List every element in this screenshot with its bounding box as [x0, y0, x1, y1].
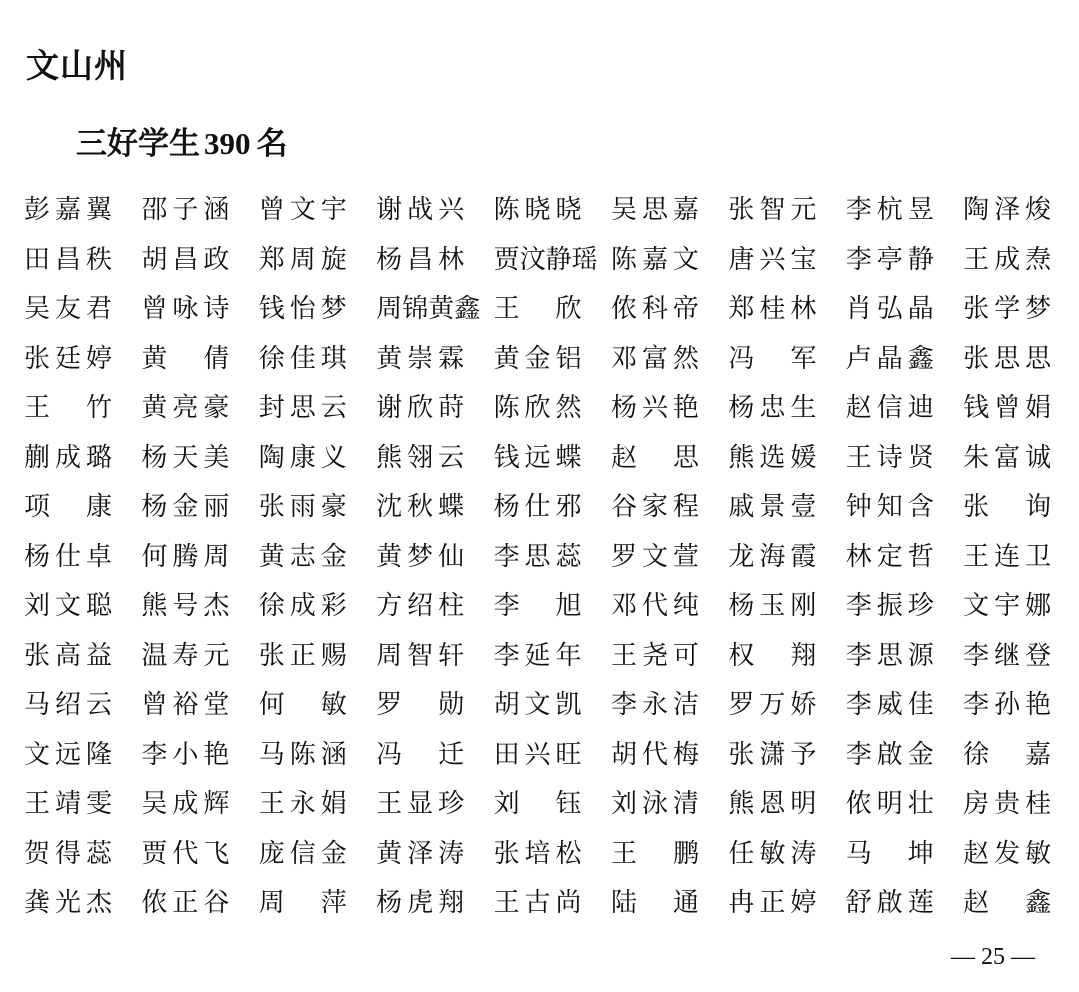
name-entry: 肖 弘 晶 — [845, 294, 934, 324]
name-entry: 项 康 — [24, 492, 112, 522]
name-entry: 黄 亮 豪 — [141, 393, 230, 423]
name-entry: 张 学 梦 — [963, 294, 1052, 324]
name-entry: 舒 啟 莲 — [845, 888, 934, 918]
name-entry: 张 智 元 — [728, 195, 817, 225]
name-entry: 张 潇 予 — [728, 739, 817, 770]
name-entry: 杨 忠 生 — [728, 393, 817, 423]
name-entry: 徐 佳 琪 — [258, 343, 347, 374]
section-label: 三好学生 — [76, 126, 200, 162]
name-entry: 张 询 — [963, 492, 1052, 522]
page-number: — 25 — — [951, 944, 1035, 970]
name-entry: 罗 万 娇 — [728, 690, 817, 720]
name-entry: 侬 明 壮 — [845, 789, 934, 819]
name-entry: 徐 成 彩 — [258, 591, 347, 621]
name-entry: 陶 康 义 — [258, 442, 347, 473]
name-entry: 钱 怡 梦 — [258, 294, 347, 324]
name-entry: 李 威 佳 — [845, 690, 934, 720]
name-grid — [24, 186, 1056, 929]
name-entry: 房 贵 桂 — [963, 789, 1052, 819]
name-entry: 蒯 成 璐 — [24, 442, 112, 473]
name-entry: 张 培 松 — [493, 838, 582, 869]
name-entry: 王 显 珍 — [376, 789, 465, 819]
name-entry: 冯 迁 — [376, 739, 465, 770]
name-entry: 温 寿 元 — [141, 640, 230, 671]
name-entry: 王 竹 — [24, 393, 112, 423]
name-entry: 杨 玉 刚 — [728, 591, 817, 621]
name-entry: 庞 信 金 — [258, 838, 347, 869]
name-entry: 任 敏 涛 — [728, 838, 817, 869]
name-entry: 周 锦 黄 鑫 — [376, 294, 481, 324]
name-entry: 胡 代 梅 — [610, 739, 699, 770]
name-entry: 方 绍 柱 — [376, 591, 465, 621]
name-entry: 何 敏 — [258, 690, 347, 720]
name-entry: 罗 文 萱 — [610, 541, 699, 572]
name-entry: 贾 汶 静 瑶 — [493, 244, 598, 275]
name-entry: 钱 曾 娟 — [963, 393, 1052, 423]
name-entry: 吴 成 辉 — [141, 789, 230, 819]
name-entry: 王 永 娟 — [258, 789, 347, 819]
name-entry: 李 杭 昱 — [845, 195, 934, 225]
name-entry: 卢 晶 鑫 — [845, 343, 934, 374]
name-entry: 沈 秋 蝶 — [376, 492, 465, 522]
name-entry: 郑 周 旋 — [258, 244, 347, 275]
name-entry: 赵 鑫 — [963, 888, 1052, 918]
name-entry: 熊 号 杰 — [141, 591, 230, 621]
name-entry: 刘 泳 清 — [610, 789, 699, 819]
name-entry: 黄 崇 霖 — [376, 343, 465, 374]
name-entry: 曾 裕 堂 — [141, 690, 230, 720]
name-entry: 马 绍 云 — [24, 690, 112, 720]
name-entry: 彭 嘉 翼 — [24, 195, 112, 225]
name-entry: 罗 勋 — [376, 690, 465, 720]
name-entry: 李 振 珍 — [845, 591, 934, 621]
name-entry: 唐 兴 宝 — [728, 244, 817, 275]
name-entry: 刘 钰 — [493, 789, 582, 819]
name-entry: 杨 兴 艳 — [610, 393, 699, 423]
name-entry: 黄 金 铝 — [493, 343, 582, 374]
name-entry: 赵 发 敏 — [963, 838, 1052, 869]
name-entry: 吴 思 嘉 — [610, 195, 699, 225]
name-entry: 赵 信 迪 — [845, 393, 934, 423]
name-entry: 王 尧 可 — [610, 640, 699, 671]
name-entry: 龚 光 杰 — [24, 888, 112, 918]
name-entry: 王 成 焘 — [963, 244, 1052, 275]
name-entry: 何 腾 周 — [141, 541, 230, 572]
name-entry: 文 远 隆 — [24, 739, 112, 770]
name-entry: 钟 知 含 — [845, 492, 934, 522]
name-entry: 胡 昌 政 — [141, 244, 230, 275]
name-entry: 王 鹏 — [610, 838, 699, 869]
name-entry: 李 旭 — [493, 591, 582, 621]
name-entry: 权 翔 — [728, 640, 817, 671]
name-entry: 杨 仕 卓 — [24, 541, 112, 572]
name-entry: 贺 得 蕊 — [24, 838, 112, 869]
name-entry: 李 孙 艳 — [963, 690, 1052, 720]
name-entry: 王 连 卫 — [963, 541, 1052, 572]
name-entry: 田 昌 秩 — [24, 244, 112, 275]
name-entry: 张 高 益 — [24, 640, 112, 671]
name-entry: 马 坤 — [845, 838, 934, 869]
name-entry: 王 靖 雯 — [24, 789, 112, 819]
name-entry: 李 延 年 — [493, 640, 582, 671]
name-entry: 张 思 思 — [963, 343, 1052, 374]
name-entry: 胡 文 凯 — [493, 690, 582, 720]
name-entry: 李 啟 金 — [845, 739, 934, 770]
name-entry: 杨 虎 翔 — [376, 888, 465, 918]
name-entry: 李 思 蕊 — [493, 541, 582, 572]
page-heading: 文山州 — [26, 46, 128, 85]
name-entry: 李 永 洁 — [610, 690, 699, 720]
name-entry: 杨 金 丽 — [141, 492, 230, 522]
name-entry: 田 兴 旺 — [493, 739, 582, 770]
name-entry: 吴 友 君 — [24, 294, 112, 324]
name-entry: 王 欣 — [493, 294, 582, 324]
name-entry: 谢 欣 莳 — [376, 393, 465, 423]
name-entry: 黄 志 金 — [258, 541, 347, 572]
name-entry: 陈 晓 晓 — [493, 195, 582, 225]
name-entry: 戚 景 壹 — [728, 492, 817, 522]
name-entry: 张 雨 豪 — [258, 492, 347, 522]
name-entry: 曾 咏 诗 — [141, 294, 230, 324]
name-entry: 侬 科 帝 — [610, 294, 699, 324]
name-entry: 龙 海 霞 — [728, 541, 817, 572]
name-entry: 李 亭 静 — [845, 244, 934, 275]
name-entry: 周 智 轩 — [376, 640, 465, 671]
name-entry: 谷 家 程 — [610, 492, 699, 522]
name-entry: 贾 代 飞 — [141, 838, 230, 869]
name-entry: 陶 泽 焌 — [963, 195, 1052, 225]
section-heading — [76, 122, 288, 166]
name-entry: 邵 子 涵 — [141, 195, 230, 225]
name-entry: 张 廷 婷 — [24, 343, 112, 374]
name-entry: 冯 军 — [728, 343, 817, 374]
name-entry: 李 思 源 — [845, 640, 934, 671]
section-unit: 名 — [256, 126, 288, 162]
name-entry: 林 定 哲 — [845, 541, 934, 572]
name-entry: 黄 泽 涛 — [376, 838, 465, 869]
name-entry: 陈 欣 然 — [493, 393, 582, 423]
name-entry: 杨 天 美 — [141, 442, 230, 473]
name-entry: 杨 昌 林 — [376, 244, 465, 275]
name-entry: 封 思 云 — [258, 393, 347, 423]
name-entry: 冉 正 婷 — [728, 888, 817, 918]
name-entry: 徐 嘉 — [963, 739, 1052, 770]
name-entry: 侬 正 谷 — [141, 888, 230, 918]
name-entry: 王 诗 贤 — [845, 442, 934, 473]
name-entry: 李 继 登 — [963, 640, 1052, 671]
name-entry: 张 正 赐 — [258, 640, 347, 671]
name-entry: 熊 恩 明 — [728, 789, 817, 819]
name-entry: 郑 桂 林 — [728, 294, 817, 324]
name-entry: 曾 文 宇 — [258, 195, 347, 225]
name-entry: 邓 代 纯 — [610, 591, 699, 621]
name-entry: 朱 富 诚 — [963, 442, 1052, 473]
name-entry: 刘 文 聪 — [24, 591, 112, 621]
name-entry: 赵 思 — [610, 442, 699, 473]
name-entry: 熊 选 媛 — [728, 442, 817, 473]
name-entry: 周 萍 — [258, 888, 347, 918]
name-entry: 邓 富 然 — [610, 343, 699, 374]
name-entry: 王 古 尚 — [493, 888, 582, 918]
name-entry: 钱 远 蝶 — [493, 442, 582, 473]
name-entry: 陈 嘉 文 — [610, 244, 699, 275]
name-entry: 熊 翎 云 — [376, 442, 465, 473]
name-entry: 谢 战 兴 — [376, 195, 465, 225]
name-entry: 黄 倩 — [141, 343, 230, 374]
name-entry: 文 宇 娜 — [963, 591, 1052, 621]
name-entry: 黄 梦 仙 — [376, 541, 465, 572]
name-entry: 陆 通 — [610, 888, 699, 918]
name-entry: 马 陈 涵 — [258, 739, 347, 770]
section-count: 390 — [204, 126, 251, 161]
name-entry: 杨 仕 邪 — [493, 492, 582, 522]
name-entry: 李 小 艳 — [141, 739, 230, 770]
